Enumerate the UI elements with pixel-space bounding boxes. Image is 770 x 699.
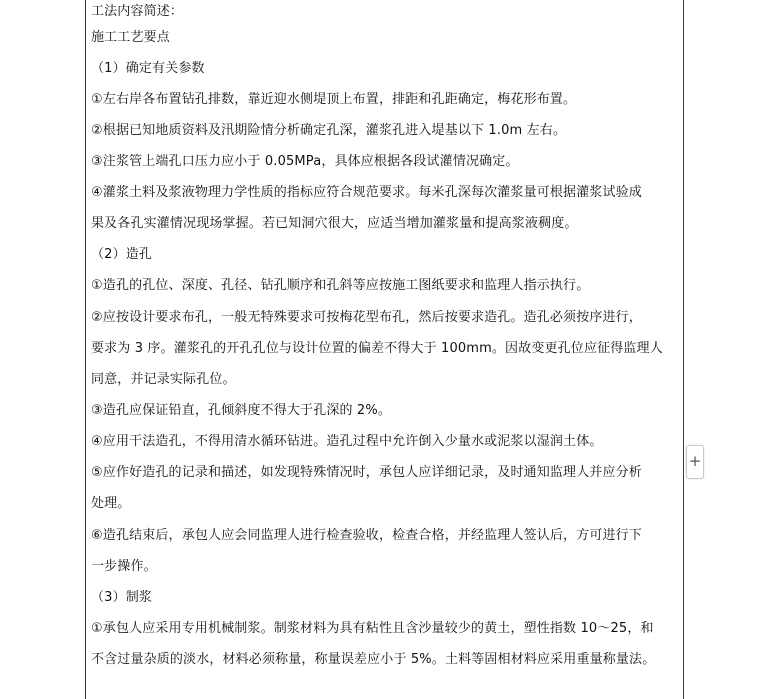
add-button[interactable]: + <box>686 445 704 479</box>
paragraph-line: ①左右岸各布置钻孔排数，靠近迎水侧堤顶上布置，排距和孔距确定，梅花形布置。 <box>91 92 577 107</box>
paragraph-line: ④应用干法造孔，不得用清水循环钻进。造孔过程中允许倒入少量水或泥浆以湿润土体。 <box>91 434 603 449</box>
paragraph-line: ⑤应作好造孔的记录和描述，如发现特殊情况时，承包人应详细记录，及时通知监理人并应分析 <box>91 465 642 480</box>
paragraph-line: 不含过量杂质的淡水，材料必须称量，称量误差应小于 5%。土料等固相材料应采用重量称量法。 <box>91 652 656 667</box>
paragraph-line: ①承包人应采用专用机械制浆。制浆材料为具有粘性且含沙量较少的黄土，塑性指数 10～25，和 <box>91 621 654 636</box>
paragraph-line: ②应按设计要求布孔，一般无特殊要求可按梅花型布孔，然后按要求造孔。造孔必须按序进行， <box>91 310 642 325</box>
paragraph-line: ①造孔的孔位、深度、孔径、钻孔顺序和孔斜等应按施工图纸要求和监理人指示执行。 <box>91 278 590 293</box>
paragraph-line: ④灌浆土料及浆液物理力学性质的指标应符合规范要求。每米孔深每次灌浆量可根据灌浆试验成 <box>91 185 642 200</box>
subsection-heading: 施工工艺要点 <box>91 30 170 45</box>
paragraph-line: ③造孔应保证铅直，孔倾斜度不得大于孔深的 2%。 <box>91 403 392 418</box>
section-heading: 工法内容简述： <box>91 4 184 19</box>
step-heading: （1）确定有关参数 <box>91 61 205 76</box>
paragraph-line: 处理。 <box>91 496 131 511</box>
paragraph-line: ②根据已知地质资料及汛期险情分析确定孔深，灌浆孔进入堤基以下 1.0m 左右。 <box>91 123 567 138</box>
paragraph-line: ③注浆管上端孔口压力应小于 0.05MPa，具体应根据各段试灌情况确定。 <box>91 154 519 169</box>
paragraph-line: 要求为 3 序。灌浆孔的开孔孔位与设计位置的偏差不得大于 100mm。因故变更孔位应征得监理人 <box>91 341 663 356</box>
paragraph-line: 果及各孔实灌情况现场掌握。若已知洞穴很大，应适当增加灌浆量和提高浆液稠度。 <box>91 216 578 231</box>
step-heading: （2）造孔 <box>91 247 153 262</box>
paragraph-line: 一步操作。 <box>91 559 157 574</box>
step-heading: （3）制浆 <box>91 590 153 605</box>
paragraph-line: ⑥造孔结束后，承包人应会同监理人进行检查验收，检查合格，并经监理人签认后，方可进行下 <box>91 528 642 543</box>
paragraph-line: 同意，并记录实际孔位。 <box>91 372 236 387</box>
